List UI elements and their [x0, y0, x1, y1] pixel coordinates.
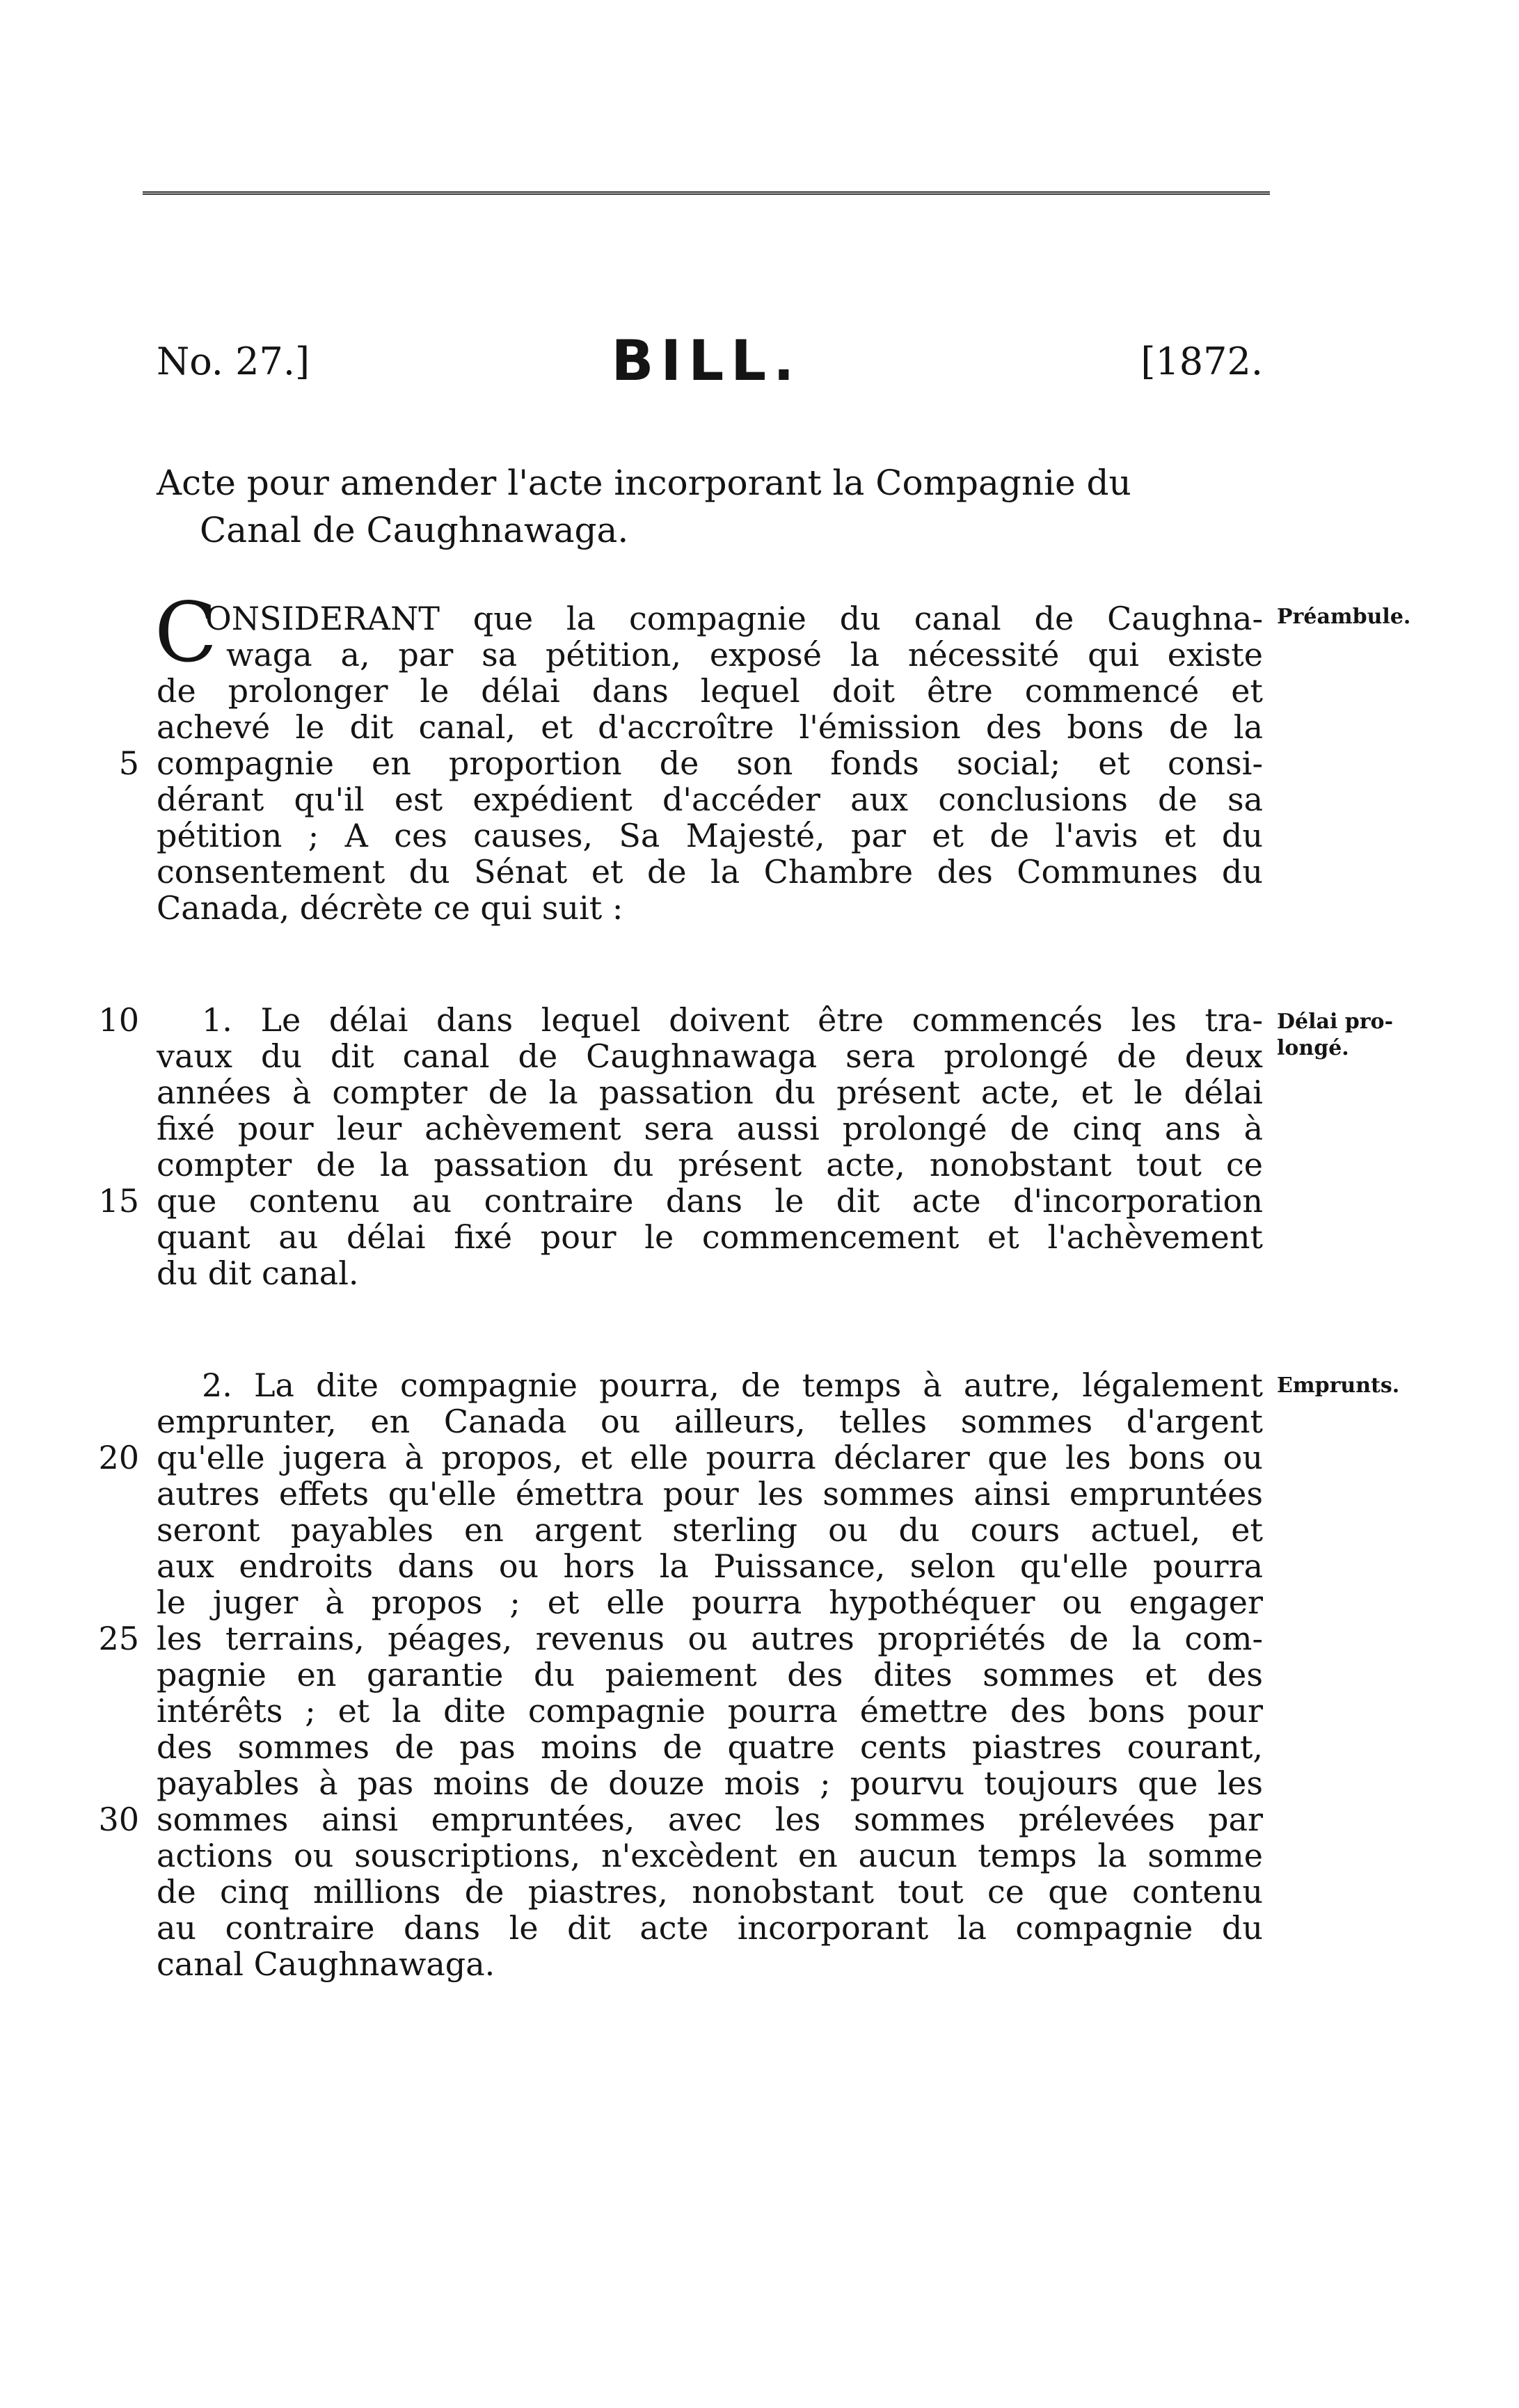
- preamble-line: de prolonger le délai dans lequel doit être commencé et: [157, 672, 1263, 710]
- line-number: 25: [98, 1620, 139, 1657]
- section-2-line: qu'elle jugera à propos, et elle pourra déclarer que les bons ou: [157, 1439, 1263, 1476]
- preamble-line: ONSIDERANT que la compagnie du canal de Caughna-: [205, 600, 1263, 637]
- section-2-line: aux endroits dans ou hors la Puissance, selon qu'elle pourra: [157, 1547, 1263, 1585]
- margin-note-emprunts: Emprunts.: [1277, 1373, 1400, 1398]
- section-2-line: les terrains, péages, revenus ou autres propriétés de la com-: [157, 1620, 1263, 1657]
- bill-year: [1872.: [1140, 340, 1263, 383]
- preamble-line: waga a, par sa pétition, exposé la nécessité qui existe: [226, 636, 1263, 673]
- section-2-line: des sommes de pas moins de quatre cents piastres courant,: [157, 1728, 1263, 1766]
- section-1-line: compter de la passation du présent acte, nonobstant tout ce: [157, 1146, 1263, 1183]
- line-number: 15: [98, 1182, 139, 1220]
- section-2-line: emprunter, en Canada ou ailleurs, telles sommes d'argent: [157, 1403, 1263, 1440]
- top-rule: [143, 191, 1270, 195]
- preamble-line: consentement du Sénat et de la Chambre des Communes du: [157, 853, 1263, 891]
- line-number: 20: [98, 1439, 139, 1476]
- bill-header: [143, 328, 1270, 391]
- section-2-line: payables à pas moins de douze mois ; pourvu toujours que les: [157, 1764, 1263, 1802]
- section-1-line: du dit canal.: [157, 1254, 359, 1292]
- line-number: 10: [98, 1001, 139, 1039]
- preamble-line: compagnie en proportion de son fonds social; et consi-: [157, 744, 1263, 782]
- act-title: [157, 459, 1270, 554]
- section-2-line: pagnie en garantie du paiement des dites sommes et des: [157, 1656, 1263, 1693]
- section-1-line: vaux du dit canal de Caughnawaga sera prolongé de deux: [157, 1037, 1263, 1075]
- section-2-line: de cinq millions de piastres, nonobstant tout ce que contenu: [157, 1873, 1263, 1911]
- act-title-line-1: Acte pour amender l'acte incorporant la Compagnie du: [157, 463, 1131, 503]
- section-2-line: autres effets qu'elle émettra pour les sommes ainsi empruntées: [157, 1475, 1263, 1513]
- section-1-line: que contenu au contraire dans le dit acte d'incorporation: [157, 1182, 1263, 1220]
- section-2-line: le juger à propos ; et elle pourra hypothéquer ou engager: [157, 1584, 1263, 1621]
- preamble-line: dérant qu'il est expédient d'accéder aux conclusions de sa: [157, 781, 1263, 818]
- margin-note-preamble: Préambule.: [1277, 605, 1411, 629]
- line-number: 5: [118, 744, 139, 782]
- section-2-line: 2. La dite compagnie pourra, de temps à autre, légalement: [202, 1366, 1263, 1404]
- line-number: 30: [98, 1801, 139, 1838]
- bill-heading: BILL.: [611, 328, 802, 393]
- preamble-line: pétition ; A ces causes, Sa Majesté, par et de l'avis et du: [157, 817, 1263, 854]
- margin-note-delai-2: longé.: [1277, 1036, 1349, 1060]
- section-2-line: au contraire dans le dit acte incorporant la compagnie du: [157, 1909, 1263, 1947]
- section-2-line: intérêts ; et la dite compagnie pourra émettre des bons pour: [157, 1692, 1263, 1730]
- section-2-line: canal Caughnawaga.: [157, 1945, 495, 1983]
- section-1-line: fixé pour leur achèvement sera aussi prolongé de cinq ans à: [157, 1110, 1263, 1147]
- section-1-line: quant au délai fixé pour le commencement et l'achèvement: [157, 1218, 1263, 1256]
- section-2-line: actions ou souscriptions, n'excèdent en aucun temps la somme: [157, 1837, 1263, 1874]
- preamble-line: achevé le dit canal, et d'accroître l'émission des bons de la: [157, 708, 1263, 746]
- section-1-line: années à compter de la passation du présent acte, et le délai: [157, 1074, 1263, 1111]
- section-2-line: seront payables en argent sterling ou du cours actuel, et: [157, 1511, 1263, 1549]
- section-2-line: sommes ainsi empruntées, avec les sommes prélevées par: [157, 1801, 1263, 1838]
- act-title-line-2: Canal de Caughnawaga.: [200, 510, 629, 550]
- margin-note-delai: Délai pro-: [1277, 1010, 1394, 1034]
- preamble-dropcap: C: [154, 584, 218, 680]
- section-1-line: 1. Le délai dans lequel doivent être commencés les tra-: [202, 1001, 1263, 1039]
- bill-number: No. 27.]: [157, 340, 310, 383]
- preamble-line: Canada, décrète ce qui suit :: [157, 889, 623, 927]
